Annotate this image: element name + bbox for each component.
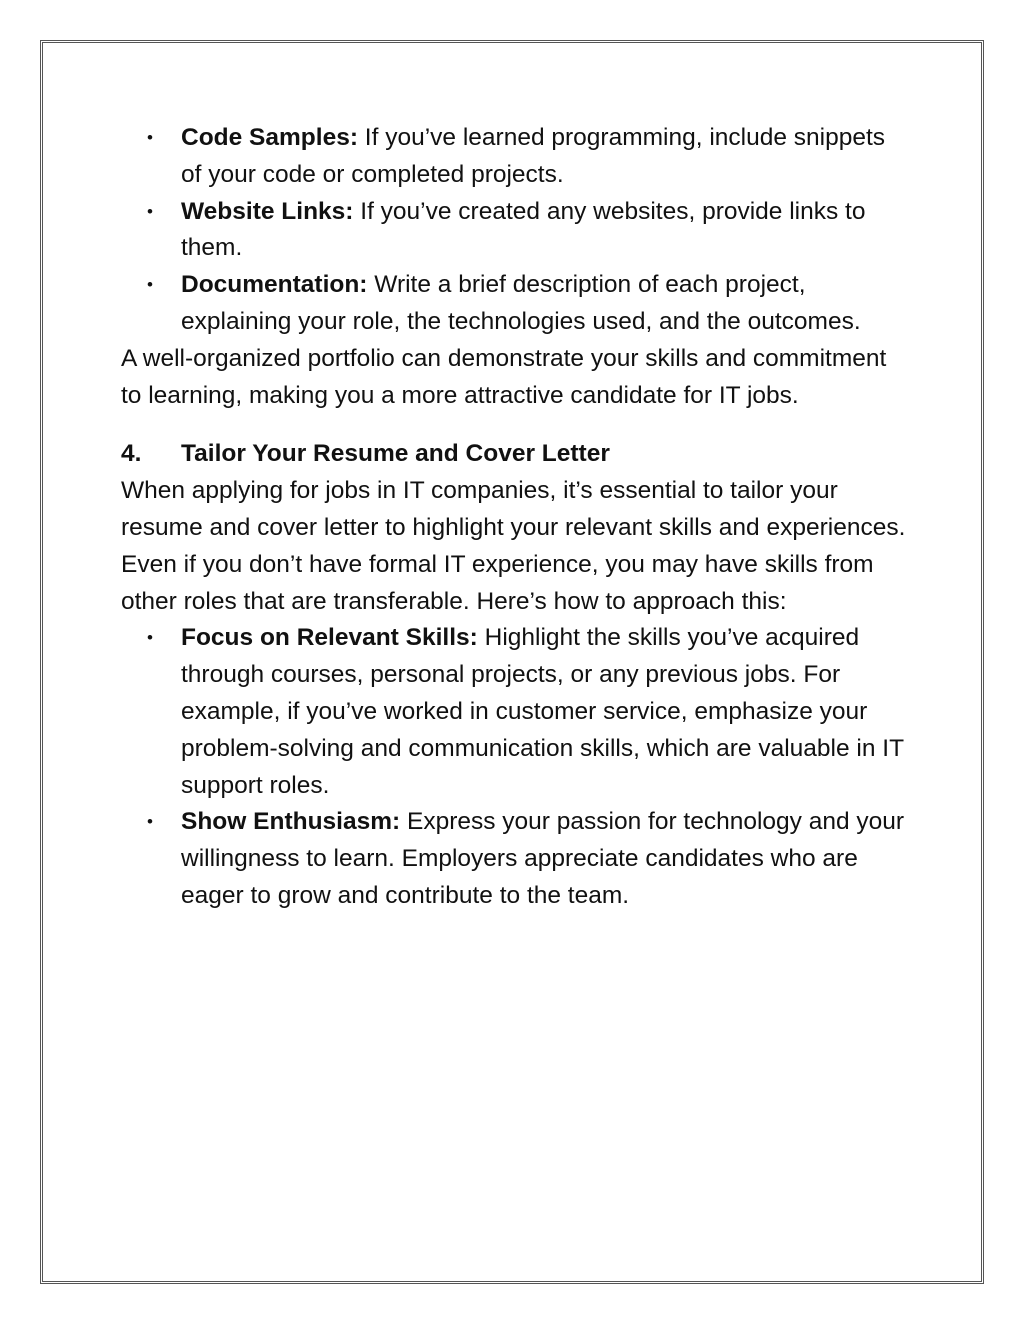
section-number: 4.: [121, 440, 142, 468]
bullet-text: If you’ve created any websites, provide links to them.: [181, 197, 866, 262]
resume-tips-list: [121, 620, 911, 914]
bullet-term: Code Samples:: [181, 124, 358, 151]
bullet-text: If you’ve learned programming, include snippets of your code or completed projects.: [181, 124, 886, 188]
intro-paragraph: When applying for jobs in IT companies, it’s essential to tailor your resume and cover letter to highlight your relevant skills and experiences. Even if you don’t have formal IT experience, you may have skills from other roles that are transferable. Here’s how to approach this:: [121, 477, 906, 615]
list-item: [121, 267, 911, 341]
bullet-term: Documentation:: [181, 271, 368, 299]
bullet-term: Show Enthusiasm:: [181, 808, 401, 836]
bullet-term: Website Links:: [181, 197, 354, 225]
section-title: Tailor Your Resume and Cover Letter: [181, 440, 610, 468]
bullet-text: Highlight the skills you’ve acquired through courses, personal projects, or any previous jobs. For example, if you’ve worked in customer service, emphasize your problem-solving and communication skills, which are valuable in IT support roles.: [181, 624, 904, 799]
section-heading: [121, 436, 911, 473]
bullet-term: Focus on Relevant Skills:: [181, 624, 478, 652]
document-body: [121, 120, 911, 915]
list-item: [121, 620, 911, 804]
list-item: [121, 120, 911, 194]
list-item: [121, 194, 911, 268]
portfolio-items-list: [121, 120, 911, 341]
portfolio-paragraph: A well-organized portfolio can demonstrate your skills and commitment to learning, making you a more attractive candidate for IT jobs.: [121, 344, 887, 409]
bullet-text: Express your passion for technology and your willingness to learn. Employers appreciate candidates who are eager to grow and contribute to the team.: [181, 808, 905, 909]
bullet-text: Write a brief description of each project, explaining your role, the technologies used, and the outcomes.: [181, 271, 861, 335]
list-item: [121, 804, 911, 914]
